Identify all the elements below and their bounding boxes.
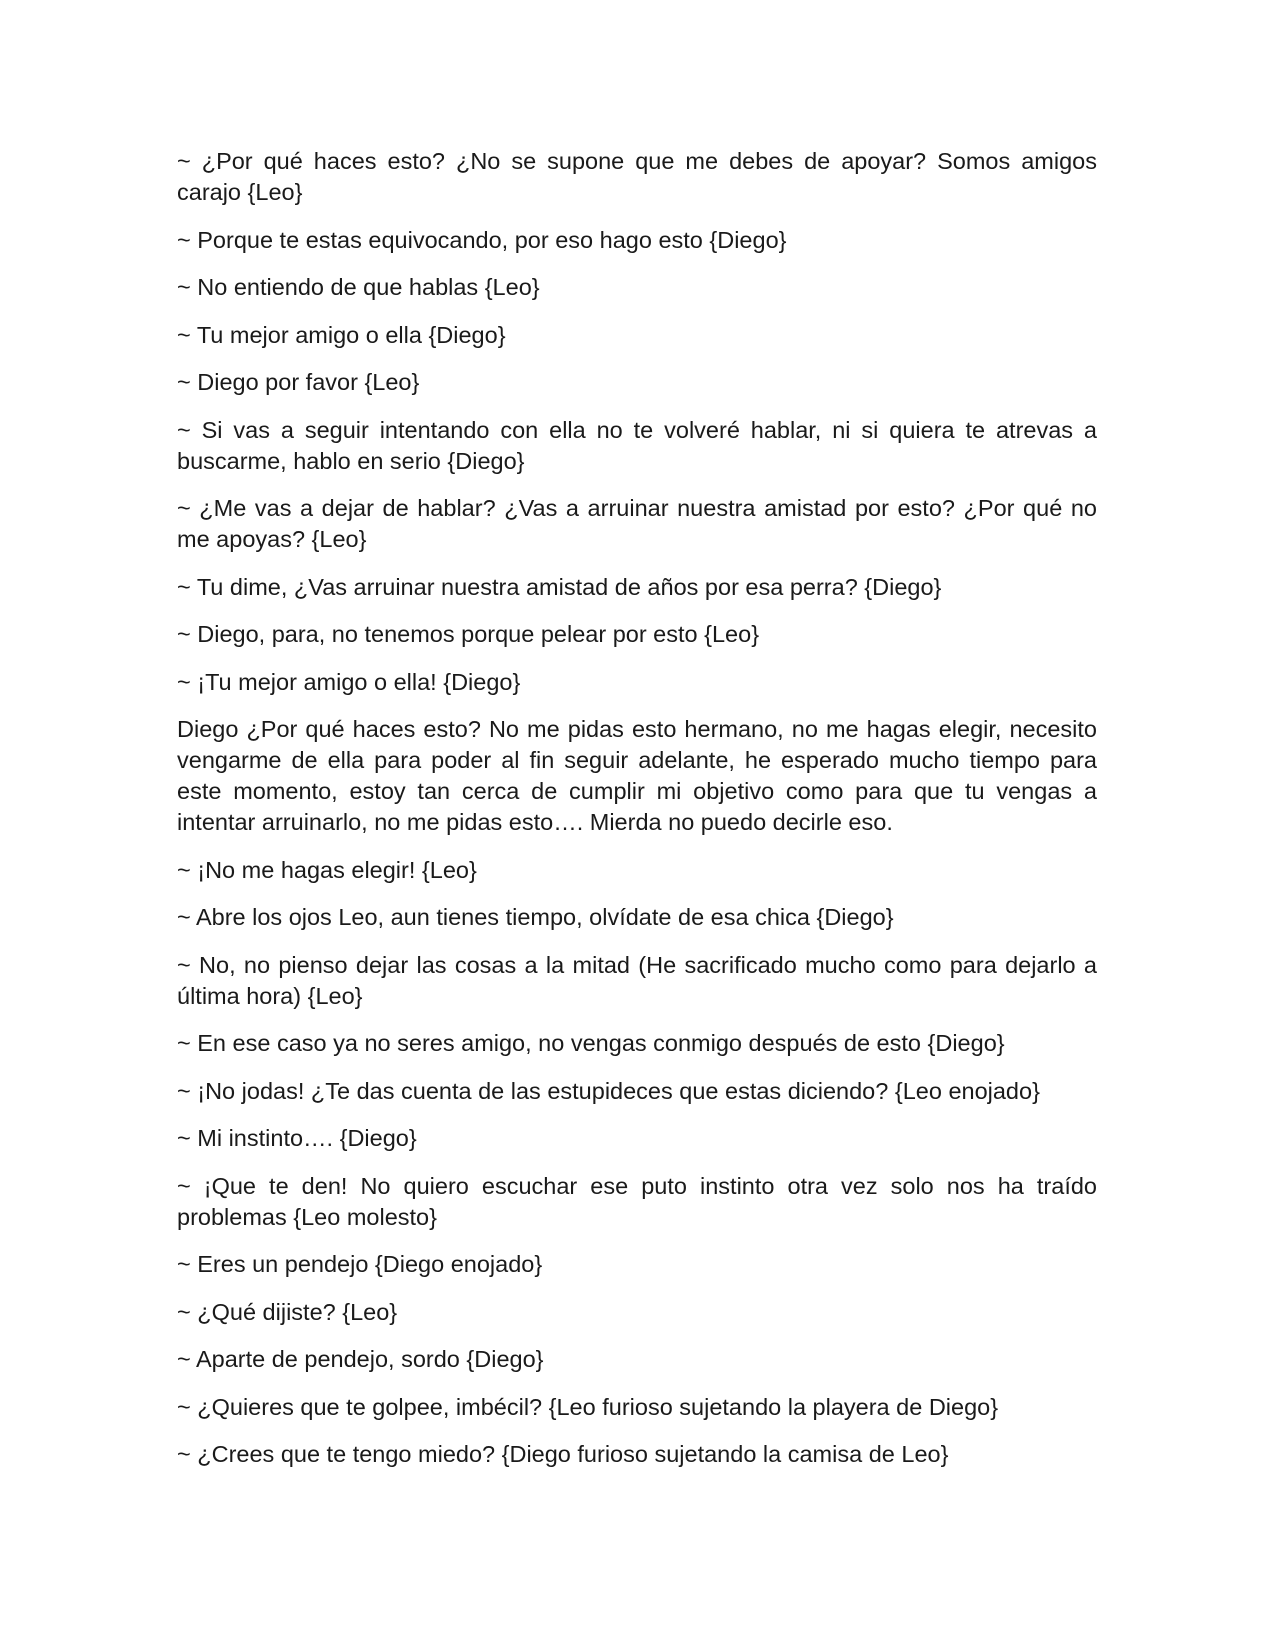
dialogue-line: ~ ¡No me hagas elegir! {Leo} bbox=[177, 856, 477, 883]
dialogue-line: ~ Aparte de pendejo, sordo {Diego} bbox=[177, 1346, 544, 1372]
dialogue-line: ~ ¿Por qué haces esto? ¿No se supone que me debes de apoyar? Somos amigos carajo {Leo} bbox=[177, 148, 1097, 205]
dialogue-line: ~ ¿Crees que te tengo miedo? {Diego furioso sujetando la camisa de Leo} bbox=[177, 1441, 949, 1467]
dialogue-line: ~ Si vas a seguir intentando con ella no te volveré hablar, ni si quiera te atrevas a buscarme, hablo en serio {Diego} bbox=[177, 416, 1097, 474]
dialogue-line: ~ No, no pienso dejar las cosas a la mitad (He sacrificado mucho como para dejarlo a última hora) {Leo} bbox=[177, 951, 1097, 1009]
narration-paragraph: Diego ¿Por qué haces esto? No me pidas esto hermano, no me hagas elegir, necesito vengarme de ella para poder al fin seguir adelante, he esperado mucho tiempo para este momento, estoy tan cerca de cumplir mi objetivo como para que tu vengas a intentar arruinarlo, no me pidas esto…. Mierda no puedo decirle eso. bbox=[177, 716, 1097, 835]
dialogue-line: ~ Tu mejor amigo o ella {Diego} bbox=[177, 321, 506, 348]
dialogue-line: ~ Mi instinto…. {Diego} bbox=[177, 1125, 417, 1151]
dialogue-line: ~ ¡Tu mejor amigo o ella! {Diego} bbox=[177, 668, 521, 695]
dialogue-line: ~ ¡Que te den! No quiero escuchar ese puto instinto otra vez solo nos ha traído problemas {Leo molesto} bbox=[177, 1172, 1097, 1230]
dialogue-line: ~ ¿Qué dijiste? {Leo} bbox=[177, 1298, 398, 1325]
dialogue-line: ~ Eres un pendejo {Diego enojado} bbox=[177, 1251, 543, 1277]
dialogue-line: ~ En ese caso ya no seres amigo, no vengas conmigo después de esto {Diego} bbox=[177, 1030, 1005, 1056]
dialogue-line: ~ Diego, para, no tenemos porque pelear por esto {Leo} bbox=[177, 621, 760, 647]
dialogue-line: ~ Porque te estas equivocando, por eso hago esto {Diego} bbox=[177, 226, 787, 253]
document-page bbox=[177, 146, 1097, 1487]
dialogue-line: ~ No entiendo de que hablas {Leo} bbox=[177, 274, 540, 300]
dialogue-line: ~ Diego por favor {Leo} bbox=[177, 369, 420, 395]
dialogue-line: ~ ¡No jodas! ¿Te das cuenta de las estupideces que estas diciendo? {Leo enojado} bbox=[177, 1077, 1040, 1104]
dialogue-line: ~ ¿Me vas a dejar de hablar? ¿Vas a arruinar nuestra amistad por esto? ¿Por qué no me apoyas? {Leo} bbox=[177, 495, 1097, 552]
dialogue-line: ~ Tu dime, ¿Vas arruinar nuestra amistad de años por esa perra? {Diego} bbox=[177, 573, 942, 600]
dialogue-line: ~ ¿Quieres que te golpee, imbécil? {Leo furioso sujetando la playera de Diego} bbox=[177, 1393, 999, 1420]
dialogue-line: ~ Abre los ojos Leo, aun tienes tiempo, olvídate de esa chica {Diego} bbox=[177, 904, 894, 930]
